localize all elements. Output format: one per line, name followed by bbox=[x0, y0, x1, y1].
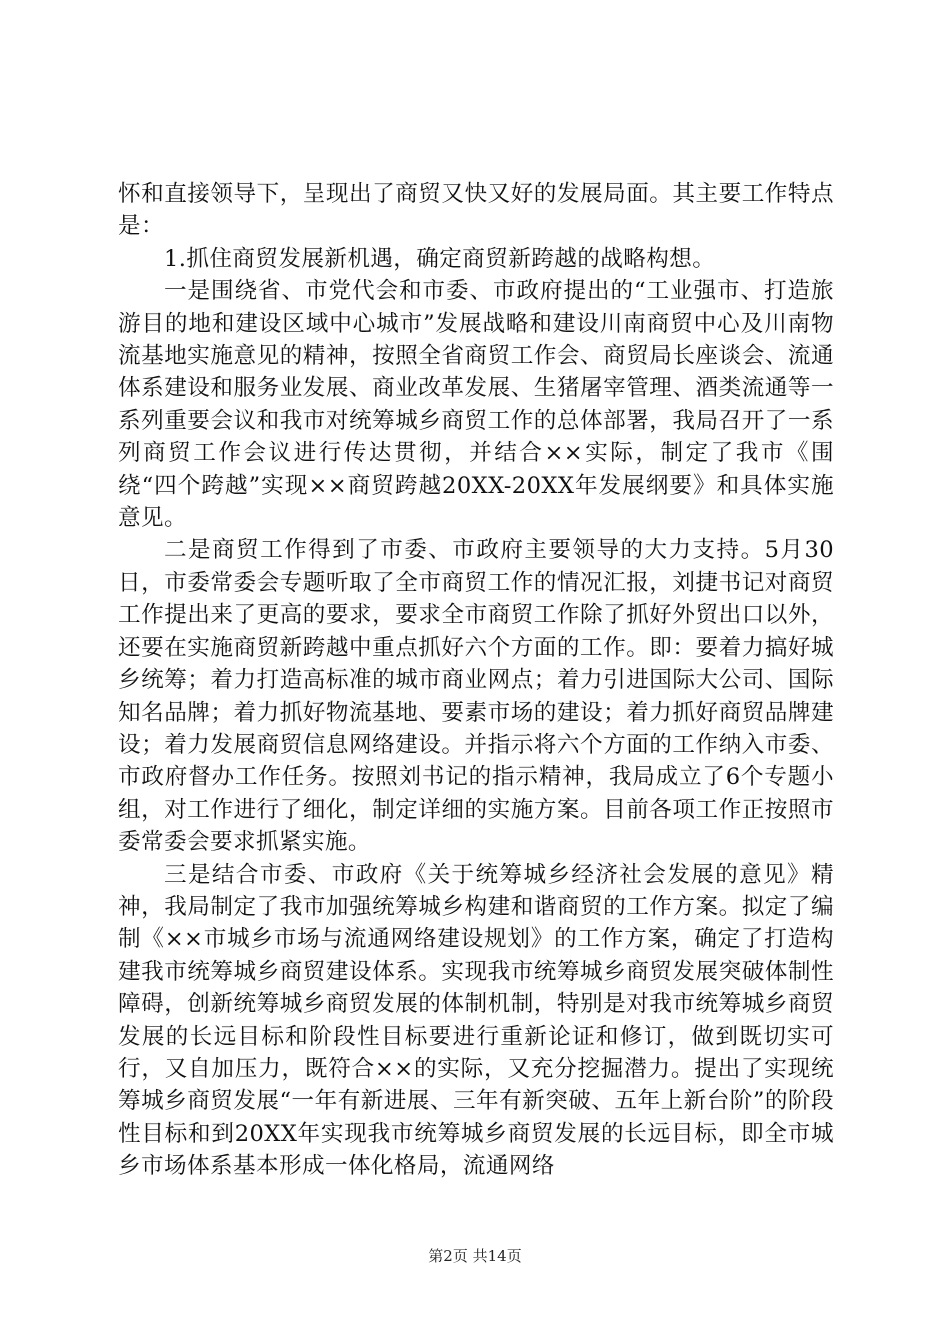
paragraph-point-one: 一是围绕省、市党代会和市委、市政府提出的“工业强市、打造旅游目的地和建设区域中心城市”发展战略和建设川南商贸中心及川南物流基地实施意见的精神，按照全省商贸工作会、商贸局长座谈会、流通体系建设和服务业发展、商业改革发展、生猪屠宰管理、酒类流通等一系列重要会议和我市对统筹城乡商贸工作的总体部署，我局召开了一系列商贸工作会议进行传达贯彻，并结合××实际，制定了我市《围绕“四个跨越”实现××商贸跨越20XX-20XX年发展纲要》和具体实施意见。 bbox=[118, 278, 834, 532]
paragraph-point-three: 三是结合市委、市政府《关于统筹城乡经济社会发展的意见》精神，我局制定了我市加强统筹城乡构建和谐商贸的工作方案。拟定了编制《××市城乡市场与流通网络建设规划》的工作方案，确定了打造构建我市统筹城乡商贸建设体系。实现我市统筹城乡商贸发展突破体制性障碍，创新统筹城乡商贸发展的体制机制，特别是对我市统筹城乡商贸发展的长远目标和阶段性目标要进行重新论证和修订，做到既切实可行，又自加压力，既符合××的实际，又充分挖掘潜力。提出了实现统筹城乡商贸发展“一年有新进展、三年有新突破、五年上新台阶”的阶段性目标和到20XX年实现我市统筹城乡商贸发展的长远目标，即全市城乡市场体系基本形成一体化格局，流通网络 bbox=[118, 861, 834, 1180]
paragraph-heading-1: 1.抓住商贸发展新机遇，确定商贸新跨越的战略构想。 bbox=[164, 245, 716, 272]
document-body bbox=[118, 178, 834, 1183]
page-number-footer: 第2页 共14页 bbox=[428, 1247, 522, 1265]
paragraph-intro: 怀和直接领导下，呈现出了商贸又快又好的发展局面。其主要工作特点是： bbox=[118, 181, 834, 240]
paragraph-point-two: 二是商贸工作得到了市委、市政府主要领导的大力支持。5月30日，市委常委会专题听取了全市商贸工作的情况汇报，刘捷书记对商贸工作提出来了更高的要求，要求全市商贸工作除了抓好外贸出口以外，还要在实施商贸新跨越中重点抓好六个方面的工作。即：要着力搞好城乡统筹；着力打造高标准的城市商业网点；着力引进国际大公司、国际知名品牌；着力抓好物流基地、要素市场的建设；着力抓好商贸品牌建设；着力发展商贸信息网络建设。并指示将六个方面的工作纳入市委、市政府督办工作任务。按照刘书记的指示精神，我局成立了6个专题小组，对工作进行了细化，制定详细的实施方案。目前各项工作正按照市委常委会要求抓紧实施。 bbox=[118, 537, 834, 856]
